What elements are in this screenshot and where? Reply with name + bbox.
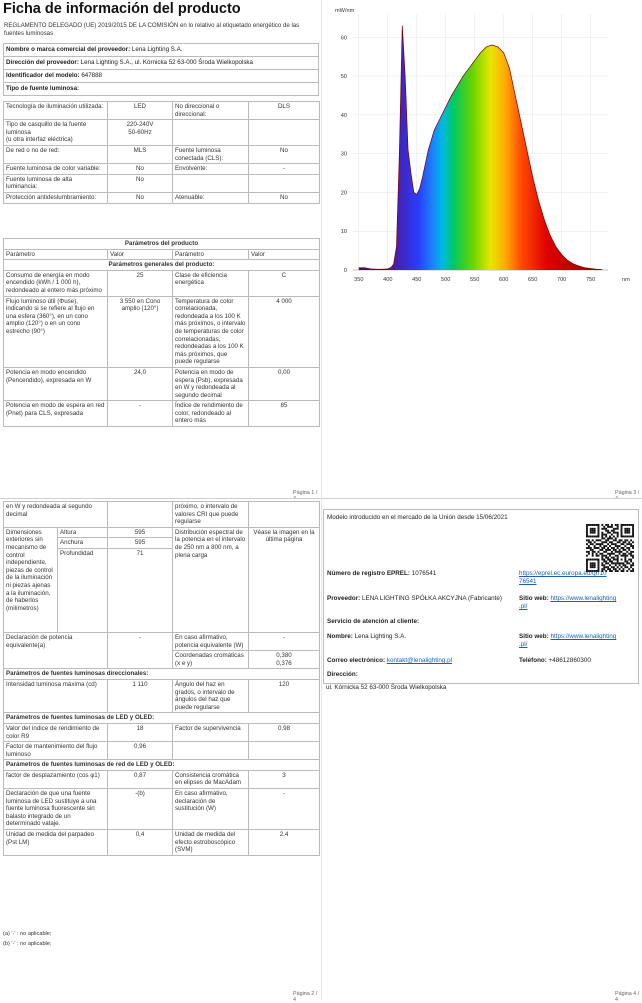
y-tick-label: 10: [340, 229, 347, 236]
tech-cell: MLS: [108, 145, 173, 163]
supplier-address-value: Lena Lighting S.A., ul. Kórnicka 52 63-000 Środa Wielkopolska: [80, 59, 253, 66]
equivalent-power-label: Declaración de potencia equivalente(a): [4, 632, 108, 668]
email-row: [327, 657, 452, 665]
tech-cell: No: [108, 164, 173, 175]
x-tick-label: 600: [499, 277, 509, 283]
tech-cell: Fuente luminosa conectada (CLS):: [173, 145, 249, 163]
chromaticity-y: 0,376: [276, 659, 292, 667]
y-tick-label: 0: [343, 268, 347, 274]
maintenance-value: 0,96: [108, 742, 173, 760]
tech-row: [4, 174, 320, 192]
dim-height-label: Altura: [58, 527, 108, 538]
general-row: [4, 367, 320, 400]
cos-phi-value: 0,87: [108, 770, 173, 788]
continued-left: en W y redondeada al segundo decimal: [4, 502, 108, 528]
eprel-value: 1076541: [411, 570, 437, 577]
general-cell: Potencia en modo encendido (Pencendido), expresada en W: [4, 367, 108, 400]
address-label: Dirección:: [327, 671, 358, 678]
address-value: ul. Kórnicka 52 63-000 Środa Wielkopolska: [326, 684, 447, 691]
tech-cell: No: [249, 145, 320, 163]
eprel-link-part-2[interactable]: 76541: [519, 578, 537, 585]
replacement-label: Declaración de que una fuente luminosa de LED sustituye a una fuente luminosa fluorescente sin balasto integrado de un determinado vataje.: [4, 789, 108, 830]
x-tick-label: 700: [556, 277, 567, 283]
model-row: [4, 70, 318, 83]
tech-cell: [173, 174, 249, 192]
equivalent-watt-value: -: [249, 632, 320, 650]
technology-table: [3, 101, 320, 204]
maintenance-empty-label: [173, 742, 249, 760]
source-type-label: Tipo de fuente luminosa:: [6, 85, 80, 92]
dim-width-value: 595: [108, 538, 173, 549]
equivalent-watt-label: En caso afirmativo, potencia equivalente (W): [173, 632, 249, 650]
equivalent-power-value: -: [108, 632, 173, 668]
params-continued-table: [3, 501, 320, 856]
phone-row: [519, 657, 591, 665]
survival-value: 0,98: [249, 723, 320, 741]
product-params-table: [3, 238, 320, 427]
chromaticity-value: [249, 651, 320, 669]
y-unit-label: mW/nm: [335, 8, 355, 14]
general-cell: Clase de eficiencia energética: [173, 270, 249, 296]
eprel-link[interactable]: [519, 570, 607, 586]
dim-width-label: Anchura: [58, 538, 108, 549]
page-separator-vertical: [321, 0, 322, 1000]
general-cell: -: [108, 401, 173, 427]
service-name-label: Nombre:: [327, 633, 353, 640]
col-val-1: Valor: [108, 249, 173, 260]
registry-box: [323, 509, 639, 684]
general-cell: 85: [249, 401, 320, 427]
dim-depth-label: Profundidad: [58, 548, 108, 632]
email-link[interactable]: kontakt@lenalighting.pl: [386, 657, 453, 664]
service-web-label: Sitio web:: [519, 633, 549, 640]
provider-row: [327, 595, 502, 603]
chromaticity-label: Coordenadas cromáticas (x e y): [173, 651, 249, 669]
page-number-3: Página 3 /: [615, 490, 640, 496]
footnote-a: (a) '-' : no aplicable;: [3, 931, 52, 937]
replacement-value: -(b): [108, 789, 173, 830]
general-params-title: Parámetros generales del producto:: [4, 260, 320, 271]
page-number-4: Página 4 / 4: [615, 991, 640, 1003]
replacement-watt-label: En caso afirmativo, declaración de sustitución (W): [173, 789, 249, 830]
replacement-watt-value: -: [249, 789, 320, 830]
y-tick-label: 40: [340, 112, 347, 119]
beam-angle-value: 120: [249, 679, 320, 712]
beam-angle-label: Ángulo del haz en grados, o intervalo de ángulos del haz que puede regularse: [173, 679, 249, 712]
general-cell: Potencia en modo de espera (Psb), expresada en W y redondeada al segundo decimal: [173, 367, 249, 400]
r9-value: 18: [108, 723, 173, 741]
flicker-value: 0,4: [108, 830, 173, 856]
general-cell: 0,00: [249, 367, 320, 400]
tech-cell: -: [249, 164, 320, 175]
page-number-2: Página 2 / 4: [293, 991, 318, 1003]
tech-cell: Envolvente:: [173, 164, 249, 175]
provider-label: Proveedor:: [327, 595, 361, 602]
supplier-address-row: [4, 57, 318, 70]
x-tick-label: 750: [585, 277, 596, 283]
tech-cell: Fuente luminosa de color variable:: [4, 164, 108, 175]
y-tick-label: 50: [340, 74, 347, 81]
tech-row: [4, 102, 320, 120]
led-title: Parámetros de fuentes luminosas de LED y OLED:: [4, 713, 320, 724]
spectrum-area: [359, 26, 602, 270]
page-1: [0, 0, 320, 498]
max-intensity-label: Intensidad luminosa máxima (cd): [4, 679, 108, 712]
supplier-name-row: [4, 44, 318, 57]
general-row: [4, 401, 320, 427]
general-cell: Índice de rendimiento de color, redondeado al entero más: [173, 401, 249, 427]
x-tick-label: 550: [470, 277, 480, 283]
page-3: [322, 0, 642, 498]
dimensions-label: Dimensiones exteriores sin mecanismo de control independiente, piezas de control de la iluminación ni piezas ajenas a la iluminación, de haberlos (milímetros): [4, 527, 58, 632]
x-tick-label: 350: [354, 277, 364, 283]
col-param-1: Parámetro: [4, 249, 108, 260]
tech-cell: De red o no de red:: [4, 145, 108, 163]
spectral-distribution-value: Véase la imagen en la última página: [249, 527, 320, 632]
market-intro: Modelo introducido en el mercado de la Unión desde 15/06/2021: [327, 514, 508, 521]
col-val-2: Valor: [249, 249, 320, 260]
general-cell: 3 550 en Cono amplio (120°): [108, 296, 173, 367]
provider-web-link[interactable]: https://www.lenalighting: [550, 595, 617, 602]
tech-cell: Tipo de casquillo de la fuente luminosa (u otra interfaz eléctrica): [4, 120, 108, 146]
stroboscopic-value: 2,4: [249, 830, 320, 856]
x-tick-label: 450: [412, 277, 422, 283]
continued-right-value: [249, 502, 320, 528]
x-tick-label: 400: [383, 277, 393, 283]
y-tick-label: 60: [340, 35, 347, 42]
customer-service-label: Servicio de atención al cliente:: [327, 618, 420, 625]
provider-web-link-2[interactable]: .pl/: [519, 603, 528, 610]
tech-cell: [173, 120, 249, 146]
spectral-distribution-label: Distribución espectral de la potencia en el intervalo de 250 nm a 800 nm, a plena carga: [173, 527, 249, 632]
tech-row: [4, 120, 320, 146]
tech-cell: 220-240V 50-60Hz: [108, 120, 173, 146]
sheet-title: Ficha de información del producto: [3, 1, 241, 17]
tech-cell: No: [249, 192, 320, 203]
source-type-row: [4, 83, 318, 95]
tech-cell: Atenuable:: [173, 192, 249, 203]
phone-value: +48612860300: [548, 657, 591, 664]
service-name-value: Lena Lighting S.A.: [354, 633, 407, 640]
tech-row: [4, 145, 320, 163]
service-web-link[interactable]: https://www.lenalighting: [550, 633, 617, 640]
service-web-link-2[interactable]: .pl/: [519, 641, 528, 648]
service-name-row: [327, 633, 406, 641]
phone-label: Teléfono:: [519, 657, 547, 664]
tech-cell: No: [108, 174, 173, 192]
x-tick-label: 650: [527, 277, 538, 283]
model-value: 647888: [81, 72, 102, 79]
params-title: Parámetros del producto: [4, 239, 320, 250]
email-label: Correo electrónico:: [327, 657, 386, 664]
footnote-b: (b) '-' : no aplicable;: [3, 941, 52, 947]
macadam-value: 3: [249, 770, 320, 788]
tech-cell: Fuente luminosa de alta luminancia:: [4, 174, 108, 192]
continued-right: próximo, o intervalo de valores CRI que puede regularse: [173, 502, 249, 528]
regulation-subtitle: REGLAMENTO DELEGADO (UE) 2019/2015 DE LA COMISIÓN en lo relativo al etiquetado energético de las fuentes luminosas: [4, 22, 300, 37]
general-cell: Consumo de energía en modo encendido (kWh / 1 000 h), redondeado al entero más próximo: [4, 270, 108, 296]
survival-label: Factor de supervivencia: [173, 723, 249, 741]
general-cell: Temperatura de color correlacionada, redondeada a los 100 K más próximos, o intervalo de temperaturas de color correlacionadas, redondeadas a los 100 K más próximos, que puede regularse: [173, 296, 249, 367]
service-web: [519, 633, 616, 649]
qr-code-icon: [586, 524, 634, 572]
page-4: [322, 499, 642, 1003]
col-param-2: Parámetro: [173, 249, 249, 260]
r9-label: Valor del índice de rendimiento de color R9: [4, 723, 108, 741]
supplier-box: [3, 43, 319, 96]
tech-cell: [249, 174, 320, 192]
y-tick-label: 20: [340, 190, 347, 197]
tech-cell: Tecnología de iluminación utilizada:: [4, 102, 108, 120]
directional-title: Parámetros de fuentes luminosas direccionales:: [4, 669, 320, 680]
page-number-1: Página 1 /: [293, 490, 318, 496]
general-row: [4, 296, 320, 367]
macadam-label: Consistencia cromática en elipses de MacAdam: [173, 770, 249, 788]
general-cell: Potencia en modo de espera en red (Pnet) para CLS, expresada: [4, 401, 108, 427]
x-tick-label: 500: [441, 277, 451, 283]
general-cell: 25: [108, 270, 173, 296]
x-unit-label: nm: [622, 277, 630, 283]
continued-left-value: [108, 502, 173, 528]
tech-row: [4, 192, 320, 203]
y-tick-label: 30: [340, 151, 347, 158]
model-label: Identificador del modelo:: [6, 72, 80, 79]
chromaticity-x: 0,380: [276, 652, 292, 660]
general-cell: C: [249, 270, 320, 296]
page-2: [0, 499, 320, 1003]
tech-row: [4, 164, 320, 175]
eprel-row: [327, 570, 436, 578]
cos-phi-label: factor de desplazamiento (cos φ1): [4, 770, 108, 788]
general-cell: 4 000: [249, 296, 320, 367]
tech-cell: No direccional o direccional:: [173, 102, 249, 120]
footnotes: [3, 929, 51, 949]
general-cell: 24,0: [108, 367, 173, 400]
dim-depth-value: 71: [108, 548, 173, 632]
tech-cell: Protección antideslumbramiento:: [4, 192, 108, 203]
supplier-address-label: Dirección del proveedor:: [6, 59, 79, 66]
stroboscopic-label: Unidad de medida del efecto estroboscópico (SVM): [173, 830, 249, 856]
max-intensity-value: 1 110: [108, 679, 173, 712]
eprel-link-part-1[interactable]: https://eprel.ec.europa.eu/qr/10: [519, 570, 607, 577]
flicker-label: Unidad de medida del parpadeo (Pst LM): [4, 830, 108, 856]
maintenance-empty-value: [249, 742, 320, 760]
tech-cell: LED: [108, 102, 173, 120]
general-row: [4, 270, 320, 296]
provider-web: [519, 595, 616, 611]
provider-web-label: Sitio web:: [519, 595, 549, 602]
spectral-chart: [322, 0, 642, 290]
mains-led-title: Parámetros de fuentes luminosas de red de LED y OLED:: [4, 760, 320, 771]
provider-value: LENA LIGHTING SPÓŁKA AKCYJNA (Fabricante): [362, 595, 502, 602]
eprel-label: Número de registro EPREL:: [327, 570, 410, 577]
maintenance-label: Factor de mantenimiento del flujo luminoso: [4, 742, 108, 760]
supplier-name-label: Nombre o marca comercial del proveedor:: [6, 46, 131, 53]
tech-cell: No: [108, 192, 173, 203]
supplier-name-value: Lena Lighting S.A.: [131, 46, 183, 53]
dim-height-value: 595: [108, 527, 173, 538]
general-cell: Flujo luminoso útil (Φuse), indicando si se refiere al flujo en una esfera (360°), en un cono amplio (120°) o en un cono estrecho (90°): [4, 296, 108, 367]
tech-cell: [249, 120, 320, 146]
tech-cell: DLS: [249, 102, 320, 120]
